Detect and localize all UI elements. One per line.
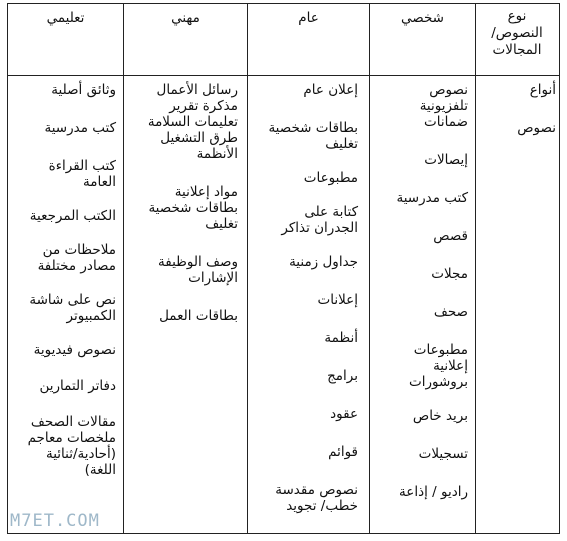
types-label-line2: نصوص	[517, 120, 556, 136]
list-item: وصف الوظيفة الإشارات	[158, 254, 238, 286]
list-item: مطبوعات	[303, 170, 358, 186]
list-item: رسائل الأعمال مذكرة تقرير تعليمات السلامة طرق التشغيل الأنظمة	[147, 82, 238, 162]
list-item: كتب مدرسية	[44, 120, 116, 136]
list-item: مطبوعات إعلانية بروشورات	[409, 342, 468, 390]
list-item: ملاحظات من مصادر مختلفة	[37, 242, 116, 274]
list-item: صحف	[433, 304, 468, 320]
list-item: إيصالات	[424, 152, 468, 168]
list-item: نصوص تلفزيونية ضمانات	[419, 82, 468, 130]
list-item: قصص	[433, 228, 468, 244]
column-divider	[369, 4, 370, 533]
types-label-line1: أنواع	[529, 82, 556, 98]
list-item: بريد خاص	[412, 408, 468, 424]
list-item: كتابة على الجدران تذاكر	[281, 204, 358, 236]
professional-column	[136, 82, 238, 324]
list-item: مقالات الصحف ملخصات معاجم (أحادية/ثنائية اللغة)	[27, 414, 116, 478]
types-label	[480, 82, 556, 136]
list-item: أنظمة	[324, 330, 358, 346]
list-item: دفاتر التمارين	[39, 378, 116, 394]
header-professional: مهني	[171, 10, 200, 26]
list-item: تسجيلات	[418, 446, 468, 462]
column-divider	[475, 4, 476, 533]
list-item: جداول زمنية	[289, 254, 358, 270]
column-divider	[123, 4, 124, 533]
list-item: إعلان عام	[303, 82, 358, 98]
list-item: نص على شاشة الكمبيوتر	[29, 292, 116, 324]
list-item: إعلانات	[317, 292, 358, 308]
text-types-table	[7, 3, 560, 534]
header-general: عام	[298, 10, 319, 26]
site-watermark: M7ET.COM	[10, 511, 100, 531]
list-item: قوائم	[328, 444, 358, 460]
general-column	[258, 82, 358, 514]
list-item: الكتب المرجعية	[29, 208, 116, 224]
list-item: برامج	[327, 368, 358, 384]
list-item: مجلات	[431, 266, 468, 282]
educational-column	[12, 82, 116, 478]
header-divider	[8, 75, 559, 76]
header-text-types: نوع النصوص/ المجالات	[491, 8, 543, 58]
list-item: بطاقات شخصية تغليف	[268, 120, 358, 152]
header-educational: تعليمي	[46, 10, 85, 26]
list-item: بطاقات العمل	[159, 308, 238, 324]
column-divider	[247, 4, 248, 533]
list-item: نصوص مقدسة خطب/ تجويد	[275, 482, 358, 514]
personal-column	[380, 82, 468, 500]
list-item: كتب مدرسية	[396, 190, 468, 206]
list-item: راديو / إذاعة	[399, 484, 468, 500]
list-item: وثائق أصلية	[51, 82, 116, 98]
list-item: عقود	[330, 406, 358, 422]
list-item: نصوص فيديوية	[33, 342, 116, 358]
header-personal: شخصي	[401, 10, 444, 26]
list-item: كتب القراءة العامة	[48, 158, 116, 190]
list-item: مواد إعلانية بطاقات شخصية تغليف	[148, 184, 238, 232]
